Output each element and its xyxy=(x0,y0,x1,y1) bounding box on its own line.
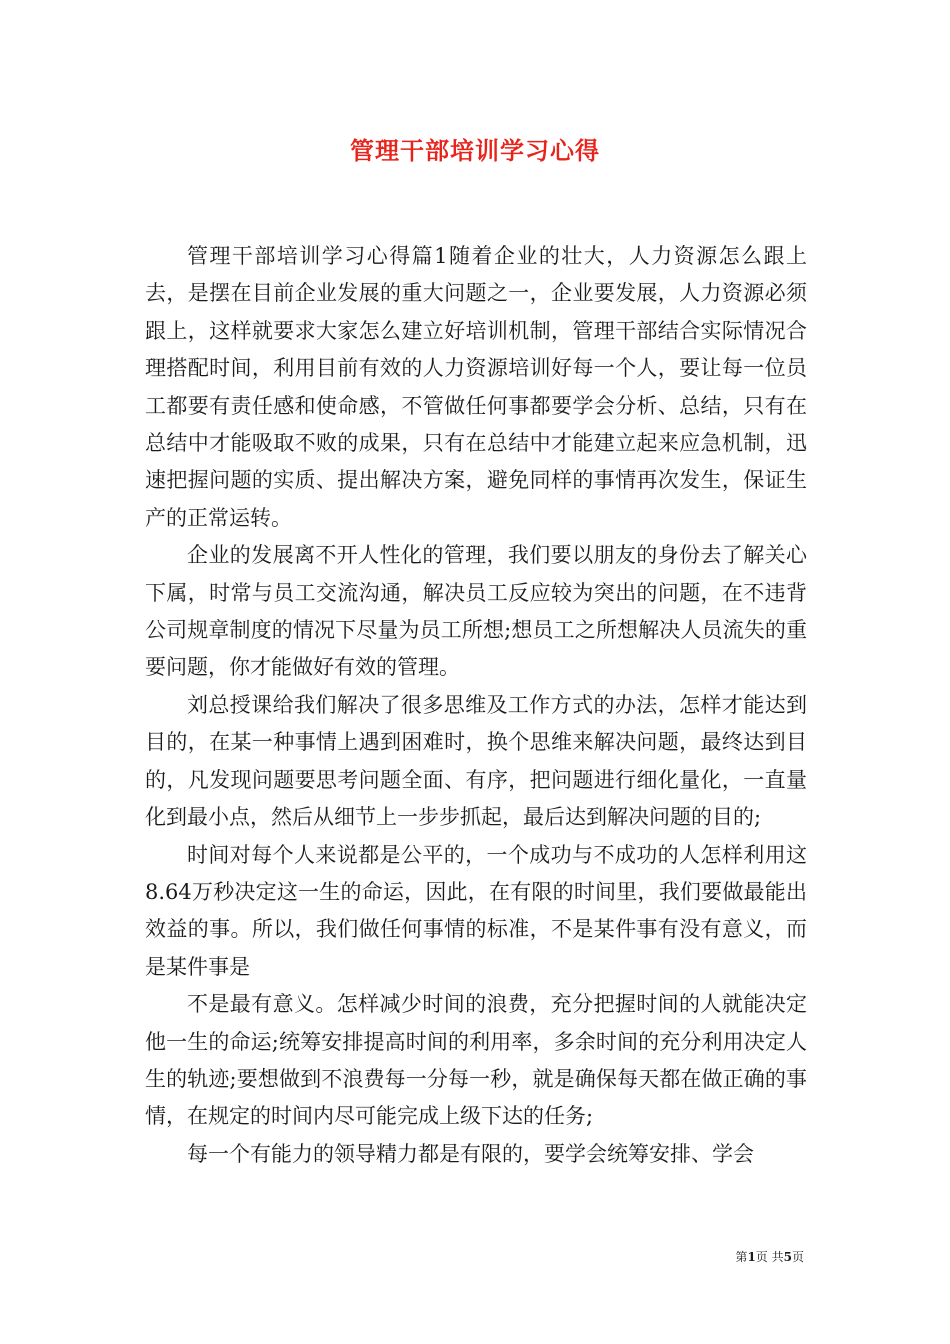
paragraph-1: 管理干部培训学习心得篇1随着企业的壮大，人力资源怎么跟上去，是摆在目前企业发展的重大问题之一，企业要发展，人力资源必须跟上，这样就要求大家怎么建立好培训机制，管理干部结合实际情况合理搭配时间，利用目前有效的人力资源培训好每一个人，要让每一位员工都要有责任感和使命感，不管做任何事都要学会分析、总结，只有在总结中才能吸取不败的成果，只有在总结中才能建立起来应急机制，迅速把握问题的实质、提出解决方案，避免同样的事情再次发生，保证生产的正常运转。 xyxy=(145,244,807,530)
footer-suffix: 页 xyxy=(791,1250,804,1264)
footer-middle: 页 共 xyxy=(755,1250,784,1264)
paragraph-6: 每一个有能力的领导精力都是有限的，要学会统筹安排、学会 xyxy=(187,1141,754,1166)
footer-prefix: 第 xyxy=(735,1250,748,1264)
page-footer xyxy=(735,1248,804,1265)
document-body xyxy=(145,238,807,1173)
paragraph-2: 企业的发展离不开人性化的管理，我们要以朋友的身份去了解关心下属，时常与员工交流沟通，解决员工反应较为突出的问题，在不违背公司规章制度的情况下尽量为员工所想;想员工之所想解决人员流失的重要问题，你才能做好有效的管理。 xyxy=(145,543,807,680)
footer-current-page: 1 xyxy=(747,1250,756,1264)
footer-total-pages: 5 xyxy=(783,1250,792,1264)
paragraph-5: 不是最有意义。怎样减少时间的浪费，充分把握时间的人就能决定他一生的命运;统筹安排提高时间的利用率，多余时间的充分利用决定人生的轨迹;要想做到不浪费每一分每一秒，就是确保每天都在做正确的事情，在规定的时间内尽可能完成上级下达的任务; xyxy=(145,992,807,1129)
document-title: 管理干部培训学习心得 xyxy=(350,136,600,165)
paragraph-4: 时间对每个人来说都是公平的，一个成功与不成功的人怎样利用这8.64万秒决定这一生的命运，因此，在有限的时间里，我们要做最能出效益的事。所以，我们做任何事情的标准，不是某件事有没有意义，而是某件事是 xyxy=(145,842,807,979)
paragraph-3: 刘总授课给我们解决了很多思维及工作方式的办法，怎样才能达到目的，在某一种事情上遇到困难时，换个思维来解决问题，最终达到目的，凡发现问题要思考问题全面、有序，把问题进行细化量化，一直量化到最小点，然后从细节上一步步抓起，最后达到解决问题的目的; xyxy=(145,692,807,830)
